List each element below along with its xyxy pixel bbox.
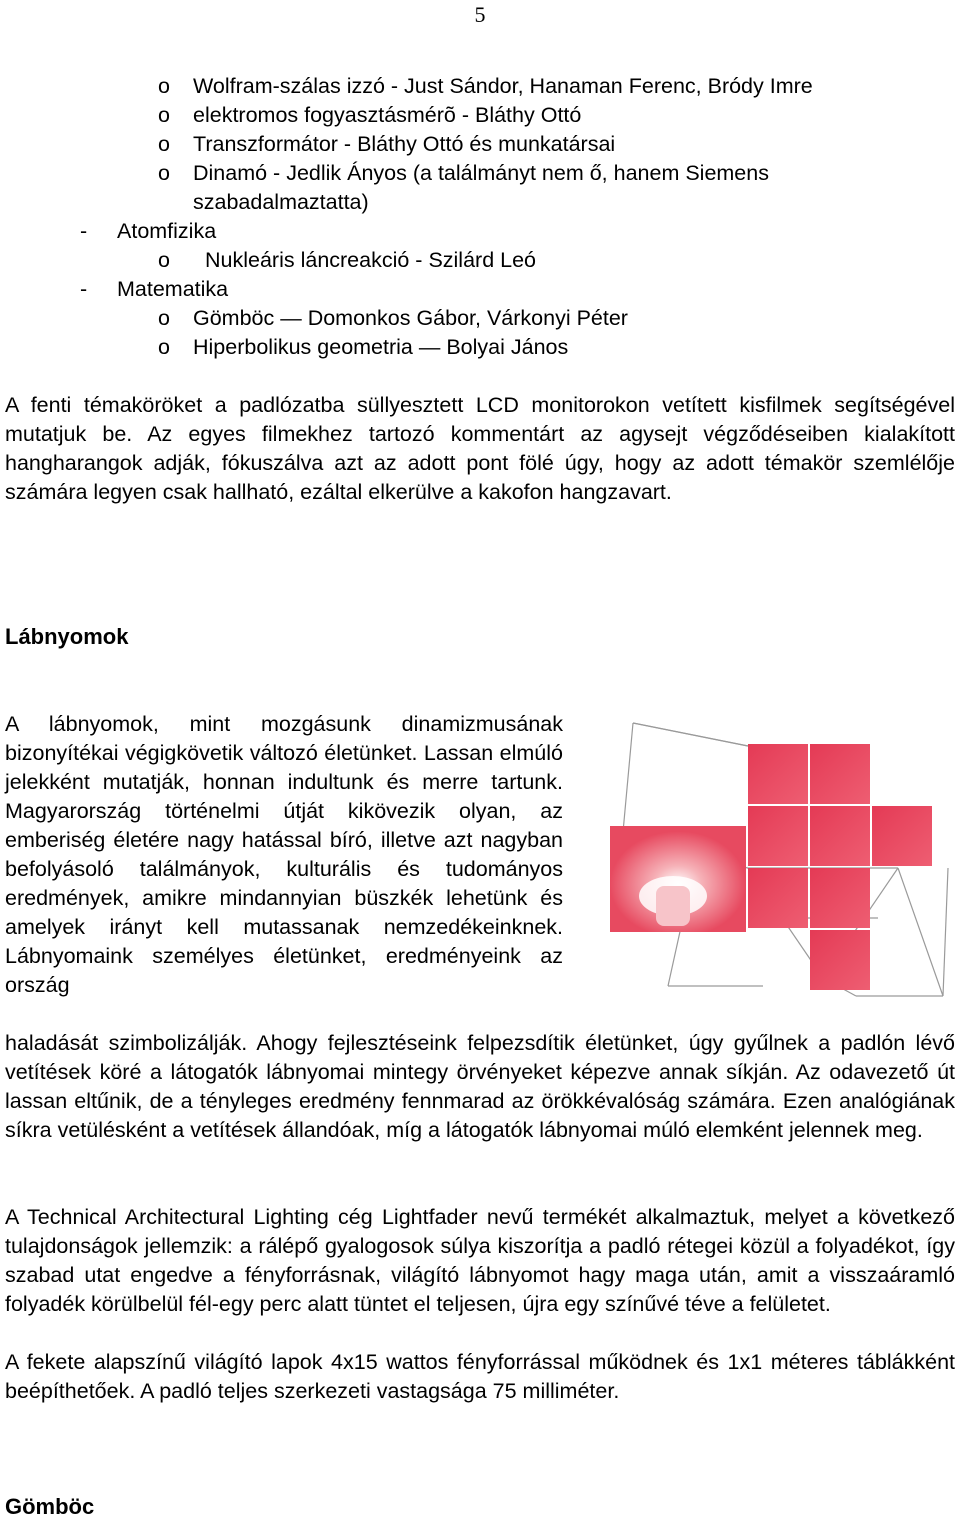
- list-bullet: o: [158, 132, 170, 156]
- list-bullet: o: [158, 248, 170, 272]
- red-tiles: [610, 744, 932, 990]
- category-matematika: Matematika: [117, 277, 229, 301]
- list-item: Transzformátor - Bláthy Ottó és munkatársai: [193, 132, 616, 156]
- paragraph-intro: A fenti témaköröket a padlózatba süllyesztett LCD monitorokon vetített kisfilmek segítségével mutatjuk be. Az egyes filmekhez tartozó kommentárt az agysejt végződéseiben kialakított hangharangok adják, fókuszálva azt az adott pont fölé úgy, hogy az adott témakör szemlélője számára legyen csak hallható, ezáltal elkerülve a kakofon hangzavart.: [5, 393, 955, 504]
- list-item: Nukleáris láncreakció - Szilárd Leó: [205, 248, 537, 272]
- list-bullet: o: [158, 306, 170, 330]
- list-item-continuation: szabadalmaztatta): [193, 190, 369, 214]
- section-heading-gomboc: Gömböc: [5, 1494, 95, 1519]
- list-bullet: o: [158, 74, 170, 98]
- category-dash: -: [80, 277, 88, 301]
- list-bullet: o: [158, 161, 170, 185]
- paragraph-panels: A fekete alapszínű világító lapok 4x15 wattos fényforrással működnek és 1x1 méteres táblákként beépíthetőek. A padló teljes szerkezeti vastagsága 75 milliméter.: [5, 1350, 955, 1403]
- list-bullet: o: [158, 335, 170, 359]
- category-atomfizika: Atomfizika: [117, 219, 217, 243]
- cube-net-illustration: [598, 718, 960, 1000]
- page-number: 5: [474, 2, 486, 27]
- paragraph-lightfader: A Technical Architectural Lighting cég Lightfader nevű termékét alkalmaztuk, melyet a következő tulajdonságok jellemzik: a rálépő gyalogosok súlya kiszorítja a padló rétegei közül a folyadékot, így szabad utat engedve a fényforrásnak, világító lábnyomot hagy maga után, amit a visszaáramló folyadék körülbelül fél-egy perc alatt tüntet el teljesen, újra egy színűvé téve a felületet.: [5, 1205, 955, 1316]
- list-item: Gömböc ― Domonkos Gábor, Várkonyi Péter: [193, 306, 628, 330]
- list-item: elektromos fogyasztásmérõ - Bláthy Ottó: [193, 103, 582, 127]
- list-bullet: o: [158, 103, 170, 127]
- list-item: Wolfram-szálas izzó - Just Sándor, Hanaman Ferenc, Bródy Imre: [193, 74, 813, 98]
- list-item: Dinamó - Jedlik Ányos (a találmányt nem ő, hanem Siemens: [193, 161, 769, 185]
- gomboc-net-figure: [598, 718, 960, 1000]
- section-heading-labnyomok: Lábnyomok: [5, 624, 129, 649]
- paragraph-labnyomok: A lábnyomok, mint mozgásunk dinamizmusának bizonyítékai végigkövetik változó életünket. Lassan elmúló jelekként mutatják, honnan indultunk és merre tartunk. Magyarország történelmi útját kikövezik olyan, az emberiség életére nagy hatással bíró, illetve azt nagyban befolyásoló találmányok, kulturális és tudományos eredmények, amikre mindannyian büszkék lehetünk és amelyek irányt kell mutassanak nemzedékeinknek. Lábnyomaink személyes életünket, eredményeink az ország: [5, 712, 563, 997]
- category-dash: -: [80, 219, 88, 243]
- list-item: Hiperbolikus geometria ― Bolyai János: [193, 335, 569, 359]
- paragraph-labnyomok-continued: haladását szimbolizálják. Ahogy fejlesztéseink felpezsdítik életünket, úgy gyűlnek a padlón lévő vetítések köré a látogatók lábnyomai mintegy örvényeket képezve annak síkján. Az odavezető út lassan eltűnik, de a tényleges eredmény fennmarad az örökkévalóság számára. Ezen analógiának síkra vetülésként a vetítések állandóak, míg a látogatók lábnyomai múló elemként jelennek meg.: [5, 1031, 955, 1142]
